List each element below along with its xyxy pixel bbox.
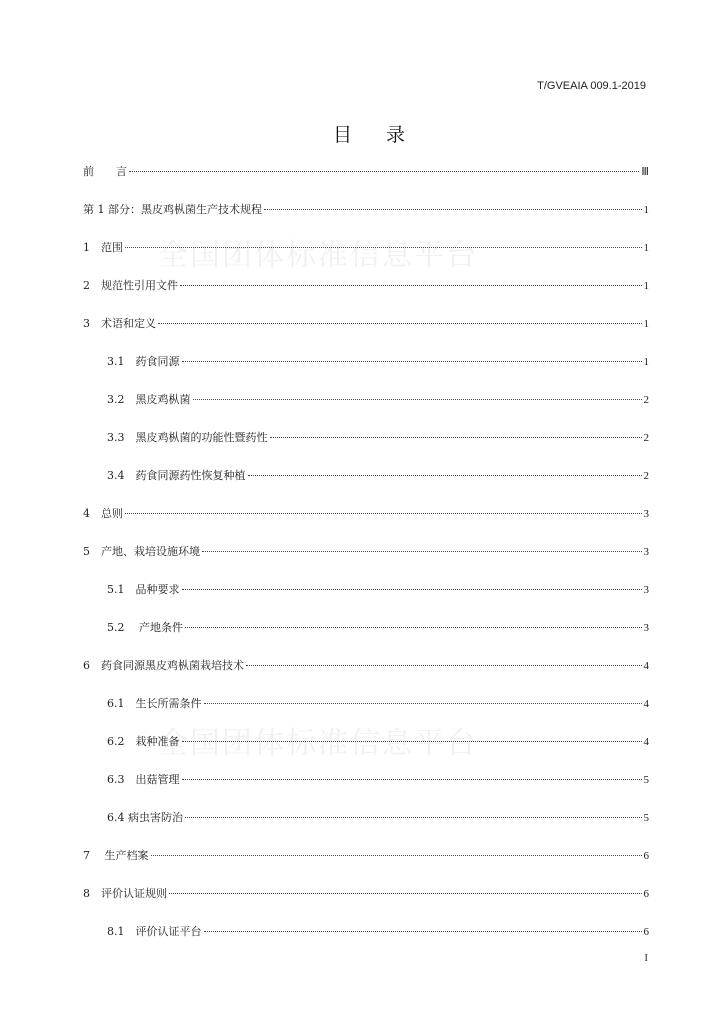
dot-leader xyxy=(185,816,642,818)
dot-leader xyxy=(185,626,642,628)
toc-entry[interactable] xyxy=(107,391,649,407)
dot-leader xyxy=(204,930,642,932)
toc-entry[interactable] xyxy=(107,809,649,825)
toc-entry[interactable] xyxy=(107,733,649,749)
toc-entry-page: 3 xyxy=(643,584,649,596)
toc-entry-page: 3 xyxy=(643,622,649,634)
dot-leader xyxy=(246,664,642,666)
dot-leader xyxy=(182,588,642,590)
toc-entry-label: 5 产地、栽培设施环境 xyxy=(83,545,200,558)
toc-entry-page: 2 xyxy=(643,432,649,444)
toc-entry[interactable] xyxy=(83,543,649,559)
toc-entry-label: 5.1 品种要求 xyxy=(107,583,180,596)
toc-entry-label: 3.1 药食同源 xyxy=(107,355,180,368)
toc-entry[interactable] xyxy=(107,619,649,635)
watermark: 全国团体标准信息平台 xyxy=(158,238,478,273)
page-title: 目 录 xyxy=(332,124,420,146)
toc-entry-label: 8.1 评价认证平台 xyxy=(107,925,202,938)
toc-entry-label: 6.3 出菇管理 xyxy=(107,773,180,786)
toc-entry-label: 6.2 栽种准备 xyxy=(107,735,180,748)
toc-entry[interactable] xyxy=(83,315,649,331)
toc-entry-page: 6 xyxy=(643,850,649,862)
toc-entry[interactable] xyxy=(107,429,649,445)
watermark: 全国团体标准信息平台 xyxy=(158,726,478,761)
dot-leader xyxy=(125,246,642,248)
toc-entry-label: 7 生产档案 xyxy=(83,849,149,862)
toc-entry-page: 6 xyxy=(643,926,649,938)
toc-entry[interactable] xyxy=(83,885,649,901)
dot-leader xyxy=(182,740,642,742)
toc-entry[interactable] xyxy=(107,467,649,483)
page-number: I xyxy=(644,952,648,964)
dot-leader xyxy=(151,854,642,856)
toc-entry-page: 4 xyxy=(643,660,649,672)
toc-entry-page: 5 xyxy=(643,812,649,824)
toc-entry-label: 3 术语和定义 xyxy=(83,317,156,330)
toc-entry[interactable] xyxy=(107,695,649,711)
document-id: T/GVEAIA 009.1-2019 xyxy=(537,80,646,92)
toc-entry-label: 前 言 xyxy=(83,165,127,178)
toc-entry[interactable] xyxy=(83,277,649,293)
toc-entry-page: 1 xyxy=(643,318,649,330)
dot-leader xyxy=(180,284,642,286)
dot-leader xyxy=(204,702,642,704)
toc-entry-label: 3.4 药食同源药性恢复种植 xyxy=(107,469,246,482)
toc-entry-label: 1 范围 xyxy=(83,241,123,254)
dot-leader xyxy=(182,778,642,780)
toc-entry-label: 3.2 黑皮鸡枞菌 xyxy=(107,393,191,406)
toc-entry[interactable] xyxy=(83,163,649,179)
toc-entry-label: 6.1 生长所需条件 xyxy=(107,697,202,710)
toc-entry[interactable] xyxy=(83,201,649,217)
dot-leader xyxy=(158,322,642,324)
toc-entry[interactable] xyxy=(83,657,649,673)
toc-entry-page: Ⅲ xyxy=(641,166,649,178)
toc-entry[interactable] xyxy=(83,847,649,863)
toc-entry-page: 4 xyxy=(643,736,649,748)
toc-entry-page: 1 xyxy=(643,280,649,292)
dot-leader xyxy=(129,170,639,172)
toc-entry-label: 6.4 病虫害防治 xyxy=(107,811,183,824)
toc-entry[interactable] xyxy=(83,505,649,521)
toc-entry-page: 2 xyxy=(643,394,649,406)
dot-leader xyxy=(270,436,642,438)
dot-leader xyxy=(169,892,642,894)
toc-entry-label: 2 规范性引用文件 xyxy=(83,279,178,292)
dot-leader xyxy=(248,474,642,476)
toc-entry[interactable] xyxy=(107,923,649,939)
toc-entry-label: 4 总则 xyxy=(83,507,123,520)
toc-entry[interactable] xyxy=(107,771,649,787)
dot-leader xyxy=(202,550,642,552)
toc-entry-label: 第 1 部分：黑皮鸡枞菌生产技术规程 xyxy=(83,203,262,216)
toc-entry-page: 1 xyxy=(643,242,649,254)
toc-entry[interactable] xyxy=(107,581,649,597)
toc-entry-label: 3.3 黑皮鸡枞菌的功能性暨药性 xyxy=(107,431,268,444)
dot-leader xyxy=(125,512,642,514)
toc-entry-page: 2 xyxy=(643,470,649,482)
dot-leader xyxy=(193,398,642,400)
dot-leader xyxy=(264,208,642,210)
dot-leader xyxy=(182,360,642,362)
toc-entry-page: 3 xyxy=(643,546,649,558)
toc-entry-page: 1 xyxy=(643,204,649,216)
toc-entry[interactable] xyxy=(83,239,649,255)
toc-entry-page: 4 xyxy=(643,698,649,710)
toc-entry-label: 5.2 产地条件 xyxy=(107,621,183,634)
toc-entry-page: 6 xyxy=(643,888,649,900)
toc-entry-page: 5 xyxy=(643,774,649,786)
toc-entry-label: 6 药食同源黑皮鸡枞菌栽培技术 xyxy=(83,659,244,672)
toc-entry-page: 3 xyxy=(643,508,649,520)
toc-entry[interactable] xyxy=(107,353,649,369)
toc-entry-page: 1 xyxy=(643,356,649,368)
toc-entry-label: 8 评价认证规则 xyxy=(83,887,167,900)
